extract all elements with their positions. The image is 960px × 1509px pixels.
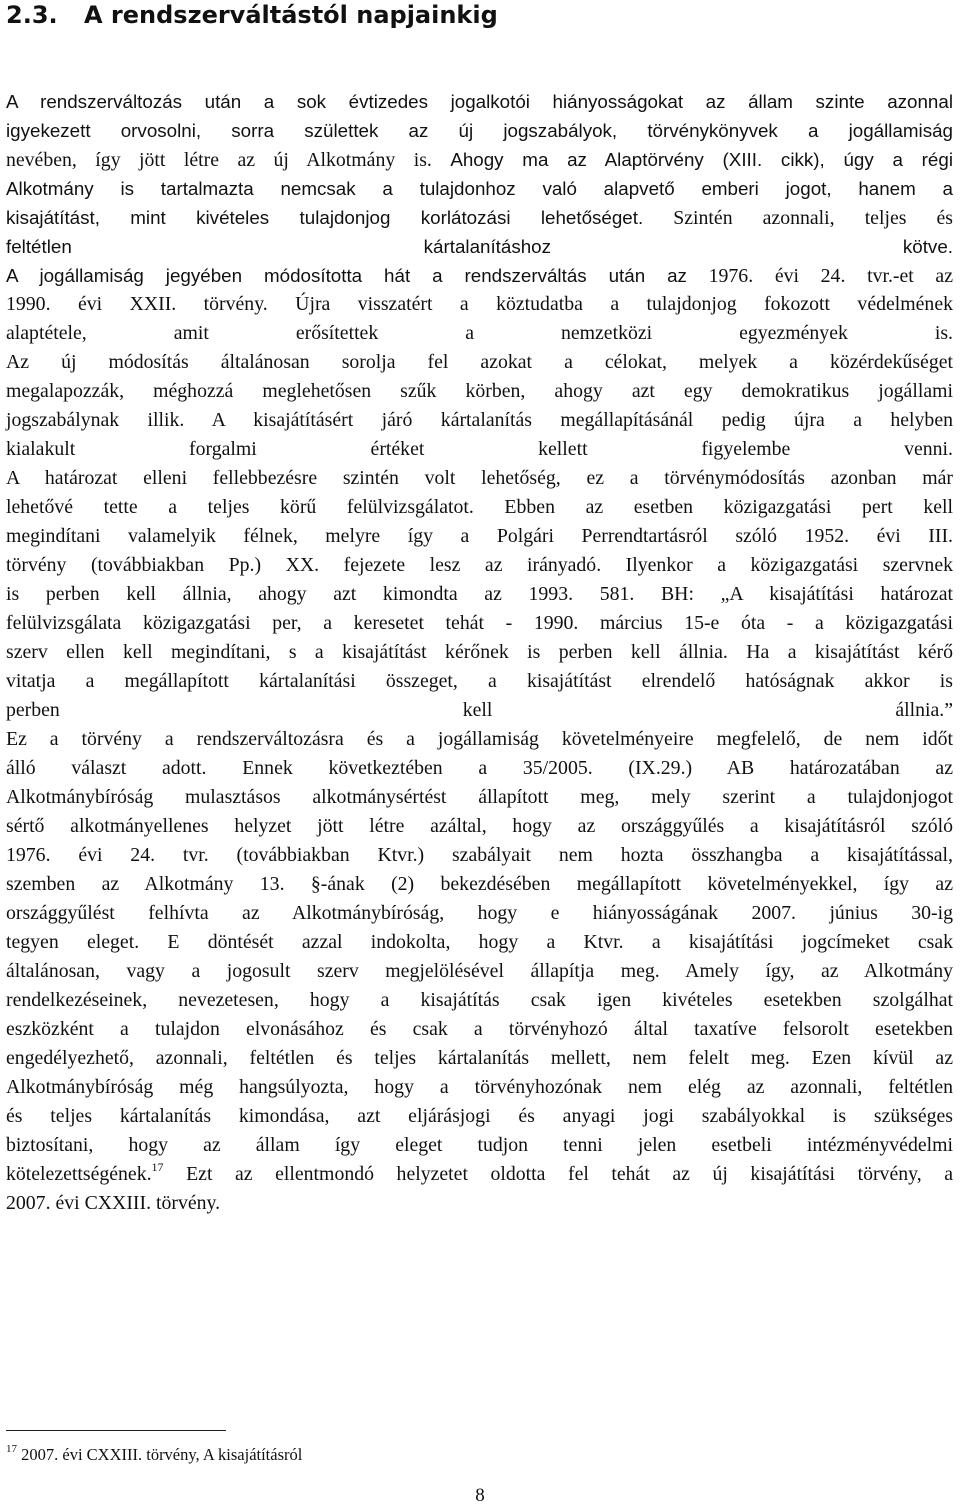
- footnote-divider: [6, 1430, 226, 1431]
- section-title: A rendszerváltástól napjainkig: [84, 1, 498, 29]
- text-line: Alkotmány is tartalmazta nemcsak a tulajdonhoz való alapvető emberi jogot, hanem a: [6, 178, 953, 199]
- text-line: is perben kell állnia, ahogy azt kimondta az 1993. 581. BH: „A kisajátítási határozat: [6, 583, 953, 605]
- text-line: A határozat elleni fellebbezésre szintén volt lehetőség, ez a törvénymódosítás azonban már: [6, 467, 953, 489]
- text-line: rendelkezéseinek, nevezetesen, hogy a kisajátítás csak igen kivételes esetekben szolgálhat: [6, 989, 953, 1011]
- text-line: Ez a törvény a rendszerváltozásra és a jogállamiság követelményeire megfelelő, de nem időt: [6, 728, 953, 750]
- text-line: alaptétele, amit erősítettek a nemzetközi egyezmények is.: [6, 322, 953, 344]
- text-segment: kötelezettségének.: [6, 1163, 152, 1185]
- text-segment: 1976. évi 24. tvr.-et az: [686, 265, 953, 287]
- text-line: felülvizsgálata közigazgatási per, a keresetet tehát - 1990. március 15-e óta - a közigazgatási: [6, 612, 953, 634]
- text-line: eszközként a tulajdon elvonásához és csak a törvényhozó által taxatíve felsorolt esetekben: [6, 1018, 953, 1040]
- text-line: lehetővé tette a teljes körű felülvizsgálatot. Ebben az esetben közigazgatási pert kell: [6, 496, 953, 518]
- text-line: [6, 203, 953, 232]
- text-line: 2007. évi CXXIII. törvény.: [6, 1192, 221, 1214]
- page-number: 8: [475, 1485, 485, 1506]
- text-line: 1976. évi 24. tvr. (továbbiakban Ktvr.) szabályait nem hozta összhangba a kisajátítással,: [6, 844, 953, 866]
- text-line: feltétlen kártalanításhoz kötve.: [6, 236, 953, 257]
- text-line: Alkotmánybíróság még hangsúlyozta, hogy a törvényhozónak nem elég az azonnali, feltétlen: [6, 1076, 953, 1098]
- text-segment: Szintén azonnali, teljes és: [643, 207, 953, 229]
- text-line: szemben az Alkotmány 13. §-ának (2) bekezdésében megállapított követelményekkel, így az: [6, 873, 953, 895]
- text-line: biztosítani, hogy az állam így eleget tudjon tenni jelen esetbeli intézményvédelmi: [6, 1134, 953, 1156]
- text-line: megalapozzák, méghozzá meglehetősen szűk körben, ahogy azt egy demokratikus jogállami: [6, 380, 953, 402]
- footnote-marker: 17: [6, 1443, 17, 1455]
- text-line: sértő alkotmányellenes helyzet jött létre azáltal, hogy az országgyűlés a kisajátításról szóló: [6, 815, 953, 837]
- text-line: Az új módosítás általánosan sorolja fel azokat a célokat, melyek a közérdekűséget: [6, 351, 953, 373]
- text-line: igyekezett orvosolni, sorra születtek az új jogszabályok, törvénykönyvek a jogállamiság: [6, 120, 953, 141]
- text-line: és teljes kártalanítás kimondása, azt eljárásjogi és anyagi jogi szabályokkal is szükséges: [6, 1105, 953, 1127]
- text-line: jogszabálynak illik. A kisajátításért járó kártalanítás megállapításánál pedig újra a helyben: [6, 409, 953, 431]
- text-line: országgyűlést felhívta az Alkotmánybíróság, hogy e hiányosságának 2007. június 30-ig: [6, 902, 953, 924]
- text-line: kialakult forgalmi értéket kellett figyelembe venni.: [6, 438, 953, 460]
- text-line: [6, 1160, 953, 1189]
- body-paragraph: [6, 87, 953, 1218]
- text-line: 1990. évi XXII. törvény. Újra visszatért a köztudatba a tulajdonjog fokozott védelmének: [6, 293, 953, 315]
- text-segment: nevében, így jött létre az új Alkotmány is.: [6, 149, 451, 171]
- footnote-reference: 17: [151, 1160, 164, 1174]
- text-line: szerv ellen kell megindítani, s a kisajátítást kérőnek is perben kell állnia. Ha a kisajátítást kérő: [6, 641, 953, 663]
- footnote: [6, 1444, 302, 1466]
- text-line: általánosan, vagy a jogosult szerv megjelölésével állapítja meg. Amely így, az Alkotmány: [6, 960, 953, 982]
- text-line: megindítani valamelyik félnek, melyre így a Polgári Perrendtartásról szóló 1952. évi III.: [6, 525, 953, 547]
- text-line: vitatja a megállapított kártalanítási összeget, a kisajátítást elrendelő hatóságnak akkor is: [6, 670, 953, 692]
- text-line: tegyen eleget. E döntését azzal indokolta, hogy a Ktvr. a kisajátítási jogcímeket csak: [6, 931, 953, 953]
- text-line: A rendszerváltozás után a sok évtizedes jogalkotói hiányosságokat az állam szinte azonnal: [6, 91, 953, 112]
- footnote-text: 2007. évi CXXIII. törvény, A kisajátításról: [17, 1445, 303, 1464]
- text-line: álló választ adott. Ennek következtében a 35/2005. (IX.29.) AB határozatában az: [6, 757, 953, 779]
- section-heading: [6, 0, 498, 30]
- text-line: Alkotmánybíróság mulasztásos alkotmánysértést állapított meg, mely szerint a tulajdonjogot: [6, 786, 953, 808]
- text-line: engedélyezhető, azonnali, feltétlen és teljes kártalanítás mellett, nem felelt meg. Ezen kívül az: [6, 1047, 953, 1069]
- text-segment: Ezt az ellentmondó helyzetet oldotta fel tehát az új kisajátítási törvény, a: [163, 1163, 953, 1185]
- text-segment: A jogállamiság jegyében módosította hát a rendszerváltás után az: [6, 265, 687, 286]
- text-line: törvény (továbbiakban Pp.) XX. fejezete lesz az irányadó. Ilyenkor a közigazgatási szervnek: [6, 554, 953, 576]
- text-segment: Ahogy ma az Alaptörvény (XIII. cikk), úgy a régi: [450, 149, 953, 170]
- section-number: 2.3.: [6, 1, 58, 29]
- text-line: [6, 145, 953, 174]
- text-segment: kisajátítást, mint kivételes tulajdonjog korlátozási lehetőséget.: [6, 207, 644, 228]
- text-line: [6, 261, 953, 290]
- text-line: perben kell állnia.”: [6, 699, 953, 721]
